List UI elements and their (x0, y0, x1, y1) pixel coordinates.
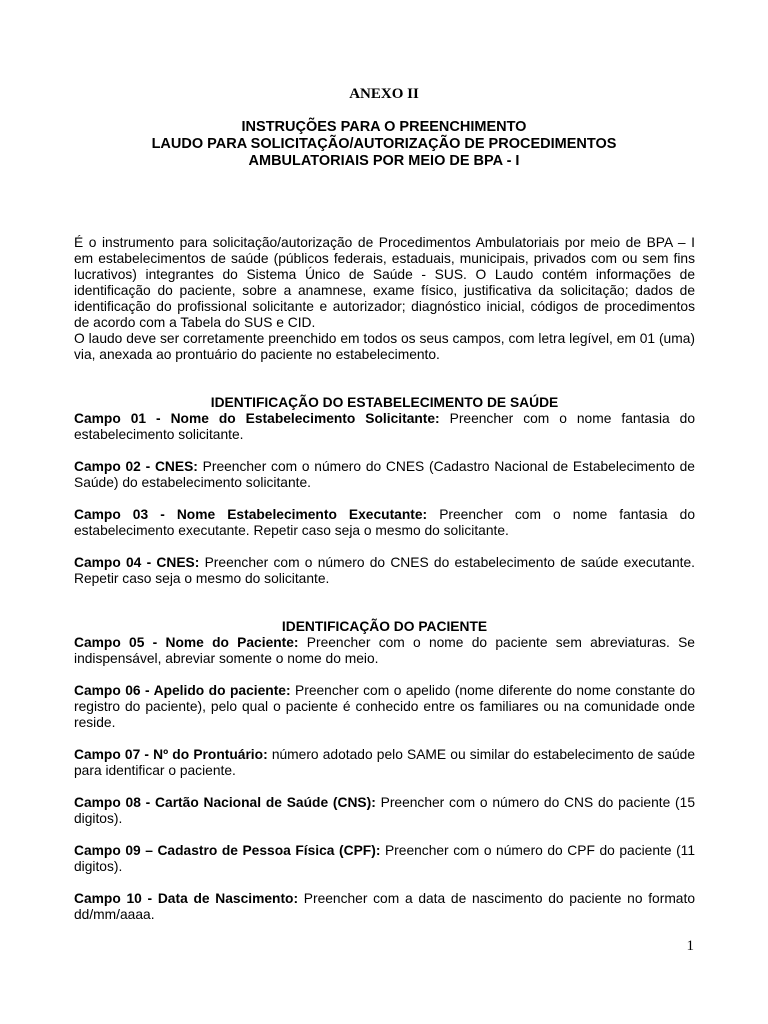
field-label: Campo 08 - Cartão Nacional de Saúde (CNS): (74, 795, 376, 810)
title-line-3: AMBULATORIAIS POR MEIO DE BPA - I (248, 153, 520, 169)
field-label: Campo 10 - Data de Nascimento: (74, 891, 299, 906)
field-campo-01 (74, 411, 695, 443)
field-text: Preencher com o nome do paciente sem abreviaturas. Se indispensável, abreviar somente o nome do meio. (74, 635, 695, 666)
field-campo-02 (74, 459, 695, 491)
field-campo-07 (74, 747, 695, 779)
field-label: Campo 05 - Nome do Paciente: (74, 635, 299, 650)
field-campo-10 (74, 891, 695, 923)
field-label: Campo 03 - Nome Estabelecimento Executante: (74, 507, 428, 522)
title-line-2: LAUDO PARA SOLICITAÇÃO/AUTORIZAÇÃO DE PROCEDIMENTOS (151, 136, 617, 152)
section-heading-establishment: IDENTIFICAÇÃO DO ESTABELECIMENTO DE SAÚDE (210, 395, 559, 410)
field-label: Campo 09 – Cadastro de Pessoa Física (CPF): (74, 843, 381, 858)
field-label: Campo 01 - Nome do Estabelecimento Solicitante: (74, 411, 440, 426)
field-campo-08 (74, 795, 695, 827)
field-label: Campo 02 - CNES: (74, 459, 198, 474)
field-campo-03 (74, 507, 695, 539)
field-label: Campo 07 - Nº do Prontuário: (74, 747, 268, 762)
field-text: Preencher com o apelido (nome diferente do nome constante do registro do paciente), pelo qual o paciente é conhecido entre os familiares ou na comunidade onde reside. (74, 683, 695, 730)
field-campo-04 (74, 555, 695, 587)
field-text: Preencher com o nome fantasia do estabelecimento executante. Repetir caso seja o mesmo do solicitante. (74, 507, 696, 538)
field-text: Preencher com a data de nascimento do paciente no formato dd/mm/aaaa. (74, 891, 695, 922)
page-number: 1 (686, 938, 694, 954)
section-heading-patient: IDENTIFICAÇÃO DO PACIENTE (281, 619, 488, 634)
intro-paragraph-2: O laudo deve ser corretamente preenchido em todos os seus campos, com letra legível, em 01 (uma) via, anexada ao prontuário do paciente no estabelecimento. (74, 331, 695, 362)
field-text: Preencher com o número do CNS do paciente (15 digitos). (74, 795, 695, 826)
field-text: Preencher com o número do CPF do paciente (11 digitos). (74, 843, 695, 874)
field-campo-09 (74, 843, 695, 875)
document-title (0, 119, 768, 170)
field-campo-05 (74, 635, 695, 667)
annex-label: ANEXO II (349, 86, 419, 102)
field-text: número adotado pelo SAME ou similar do estabelecimento de saúde para identificar o paciente. (74, 747, 695, 778)
field-text: Preencher com o número do CNES (Cadastro Nacional de Estabelecimento de Saúde) do estabelecimento solicitante. (74, 459, 695, 490)
title-line-1: INSTRUÇÕES PARA O PREENCHIMENTO (241, 119, 527, 135)
field-label: Campo 06 - Apelido do paciente: (74, 683, 291, 698)
intro-paragraph-1: É o instrumento para solicitação/autorização de Procedimentos Ambulatoriais por meio de BPA – I em estabelecimentos de saúde (públicos federais, estaduais, municipais, privados com ou sem fins lucrativos) integrantes do Sistema Único de Saúde - SUS. O Laudo contém informações de identificação do paciente, sobre a anamnese, exame físico, justificativa da solicitação; dados de identificação do profissional solicitante e autorizador; diagnóstico inicial, códigos de procedimentos de acordo com a Tabela do SUS e CID. (74, 235, 695, 330)
document-body (74, 235, 695, 923)
field-campo-06 (74, 683, 695, 731)
field-label: Campo 04 - CNES: (74, 555, 200, 570)
field-text: Preencher com o número do CNES do estabelecimento de saúde executante. Repetir caso seja o mesmo do solicitante. (74, 555, 695, 586)
field-text: Preencher com o nome fantasia do estabelecimento solicitante. (74, 411, 695, 442)
